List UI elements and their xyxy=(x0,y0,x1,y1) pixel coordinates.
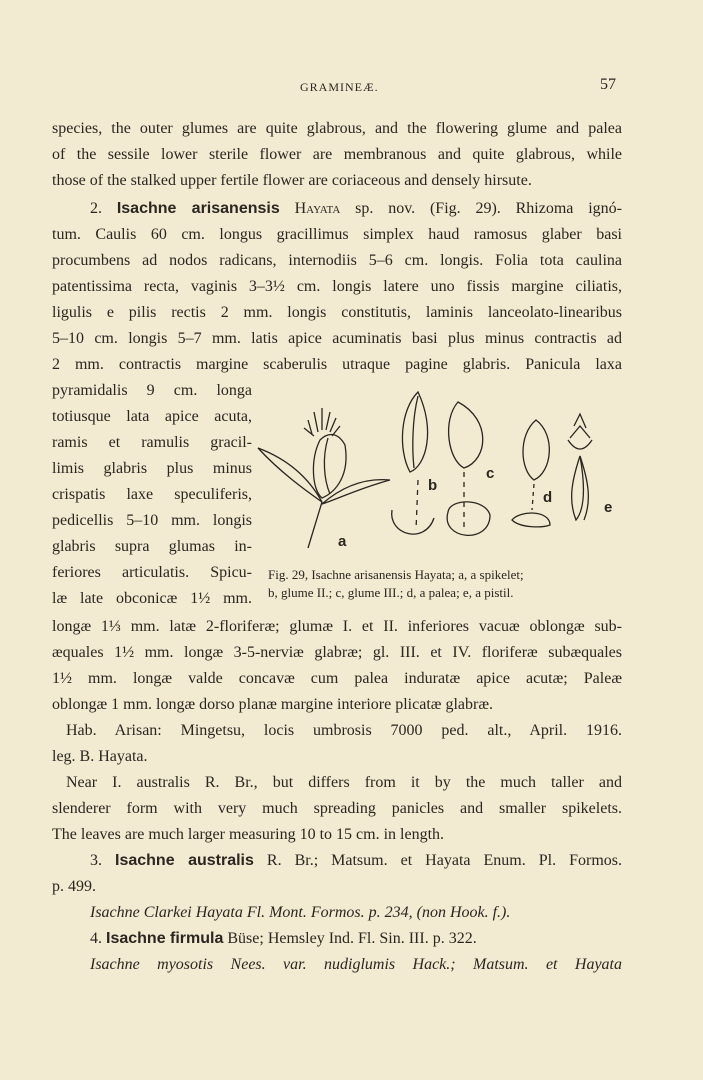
body-line: totiusque lata apice acuta, xyxy=(52,408,252,425)
species-name: Isachne australis xyxy=(115,852,254,869)
figure-label-d: d xyxy=(543,489,553,506)
body-line: pyramidalis 9 cm. longa xyxy=(52,382,252,399)
glume-b xyxy=(402,392,427,472)
species-heading-rest: sp. nov. (Fig. 29). Rhizoma ignó- xyxy=(355,200,622,217)
body-line: ramis et ramulis gracil- xyxy=(52,434,252,451)
spikelet-body xyxy=(313,435,346,498)
figure-label-a: a xyxy=(338,533,347,550)
glume-c xyxy=(449,402,483,468)
figure-caption-line: Fig. 29, Isachne arisanensis Hayata; a, a spikelet; xyxy=(268,567,524,582)
species-heading xyxy=(90,926,622,952)
body-line: longæ 1⅓ mm. latæ 2-floriferæ; glumæ I. et II. inferiores vacuæ oblongæ sub- xyxy=(52,618,622,635)
species-number: 4. xyxy=(90,930,102,947)
body-line: limis glabris plus minus xyxy=(52,460,252,477)
pistil-e xyxy=(568,414,592,449)
species-number: 3. xyxy=(90,852,102,869)
spikelet-hairs xyxy=(304,408,340,436)
note-line: Near I. australis R. Br., but differs from it by the much taller and xyxy=(66,774,622,791)
body-line: tum. Caulis 60 cm. longus gracillimus simplex haud ramosus glaber basi xyxy=(52,226,622,243)
body-line: feriores articulatis. Spicu- xyxy=(52,564,252,581)
body-line: crispatis laxe speculiferis, xyxy=(52,486,252,503)
species-name: Isachne arisanensis xyxy=(116,200,280,217)
synonym-line: Isachne Clarkei Hayata Fl. Mont. Formos. p. 234, (non Hook. f.). xyxy=(90,904,511,921)
synonym-line: Isachne myosotis Nees. var. nudiglumis Hack.; Matsum. et Hayata xyxy=(90,956,622,973)
habitat-line: Hab. Arisan: Mingetsu, locis umbrosis 7000 ped. alt., April. 1916. xyxy=(66,722,622,739)
leaf-left xyxy=(258,448,322,502)
body-line: 2 mm. contractis margine scaberulis utraque pagine glabris. Panicula laxa xyxy=(52,356,622,373)
species-author: Hayata xyxy=(294,200,341,217)
figure-label-b: b xyxy=(428,477,438,494)
body-line: p. 499. xyxy=(52,878,96,895)
body-line: those of the stalked upper fertile flower are coriaceous and densely hirsute. xyxy=(52,172,532,189)
page-number: 57 xyxy=(600,76,616,93)
species-name: Isachne firmula xyxy=(106,930,224,947)
stem xyxy=(308,502,322,548)
note-line: slenderer form with very much spreading panicles and smaller spikelets. xyxy=(52,800,622,817)
palea-d xyxy=(523,420,549,480)
body-line: ligulis e pilis rectis 2 mm. longis constitutis, laminis lanceolato-linearibus xyxy=(52,304,622,321)
body-line: procumbens ad nodos radicans, internodiis 5–6 cm. longis. Folia tota caulina xyxy=(52,252,622,269)
species-heading-rest: Büse; Hemsley Ind. Fl. Sin. III. p. 322. xyxy=(227,930,477,947)
species-heading-rest: R. Br.; Matsum. et Hayata Enum. Pl. Formos. xyxy=(266,852,622,869)
species-heading xyxy=(90,848,622,874)
body-line: glabris supra glumas in- xyxy=(52,538,252,555)
body-line: pedicellis 5–10 mm. longis xyxy=(52,512,252,529)
figure-caption-line: b, glume II.; c, glume III.; d, a palea; e, a pistil. xyxy=(268,585,514,600)
body-line: oblongæ 1 mm. longæ dorso planæ margine interiore plicatæ glabræ. xyxy=(52,696,493,713)
running-head: GRAMINEÆ. xyxy=(300,80,379,94)
body-line: species, the outer glumes are quite glabrous, and the flowering glume and palea xyxy=(52,120,622,137)
body-line: 1½ mm. longæ valde concavæ cum palea induratæ apice acutæ; Paleæ xyxy=(52,670,622,687)
species-number: 2. xyxy=(90,200,102,217)
body-line: æquales 1½ mm. longæ 3-5-nerviæ glabræ; gl. III. et IV. floriferæ subæquales xyxy=(52,644,622,661)
body-line: læ late obconicæ 1½ mm. xyxy=(52,590,252,607)
figure-label-c: c xyxy=(486,465,495,482)
body-line: patentissima recta, vaginis 3–3½ cm. longis latere uno fissis margine ciliatis, xyxy=(52,278,622,295)
body-line: of the sessile lower sterile flower are membranous and quite glabrous, while xyxy=(52,146,622,163)
botanical-figure xyxy=(250,380,630,560)
page-header xyxy=(0,78,703,98)
species-heading xyxy=(90,196,622,222)
note-line: The leaves are much larger measuring 10 to 15 cm. in length. xyxy=(52,826,445,843)
figure-label-e: e xyxy=(604,499,613,516)
body-line: 5–10 cm. longis 5–7 mm. latis apice acuminatis basi plus minus contractis ad xyxy=(52,330,622,347)
spikelet-inner xyxy=(324,438,330,494)
habitat-line: leg. B. Hayata. xyxy=(52,748,148,765)
